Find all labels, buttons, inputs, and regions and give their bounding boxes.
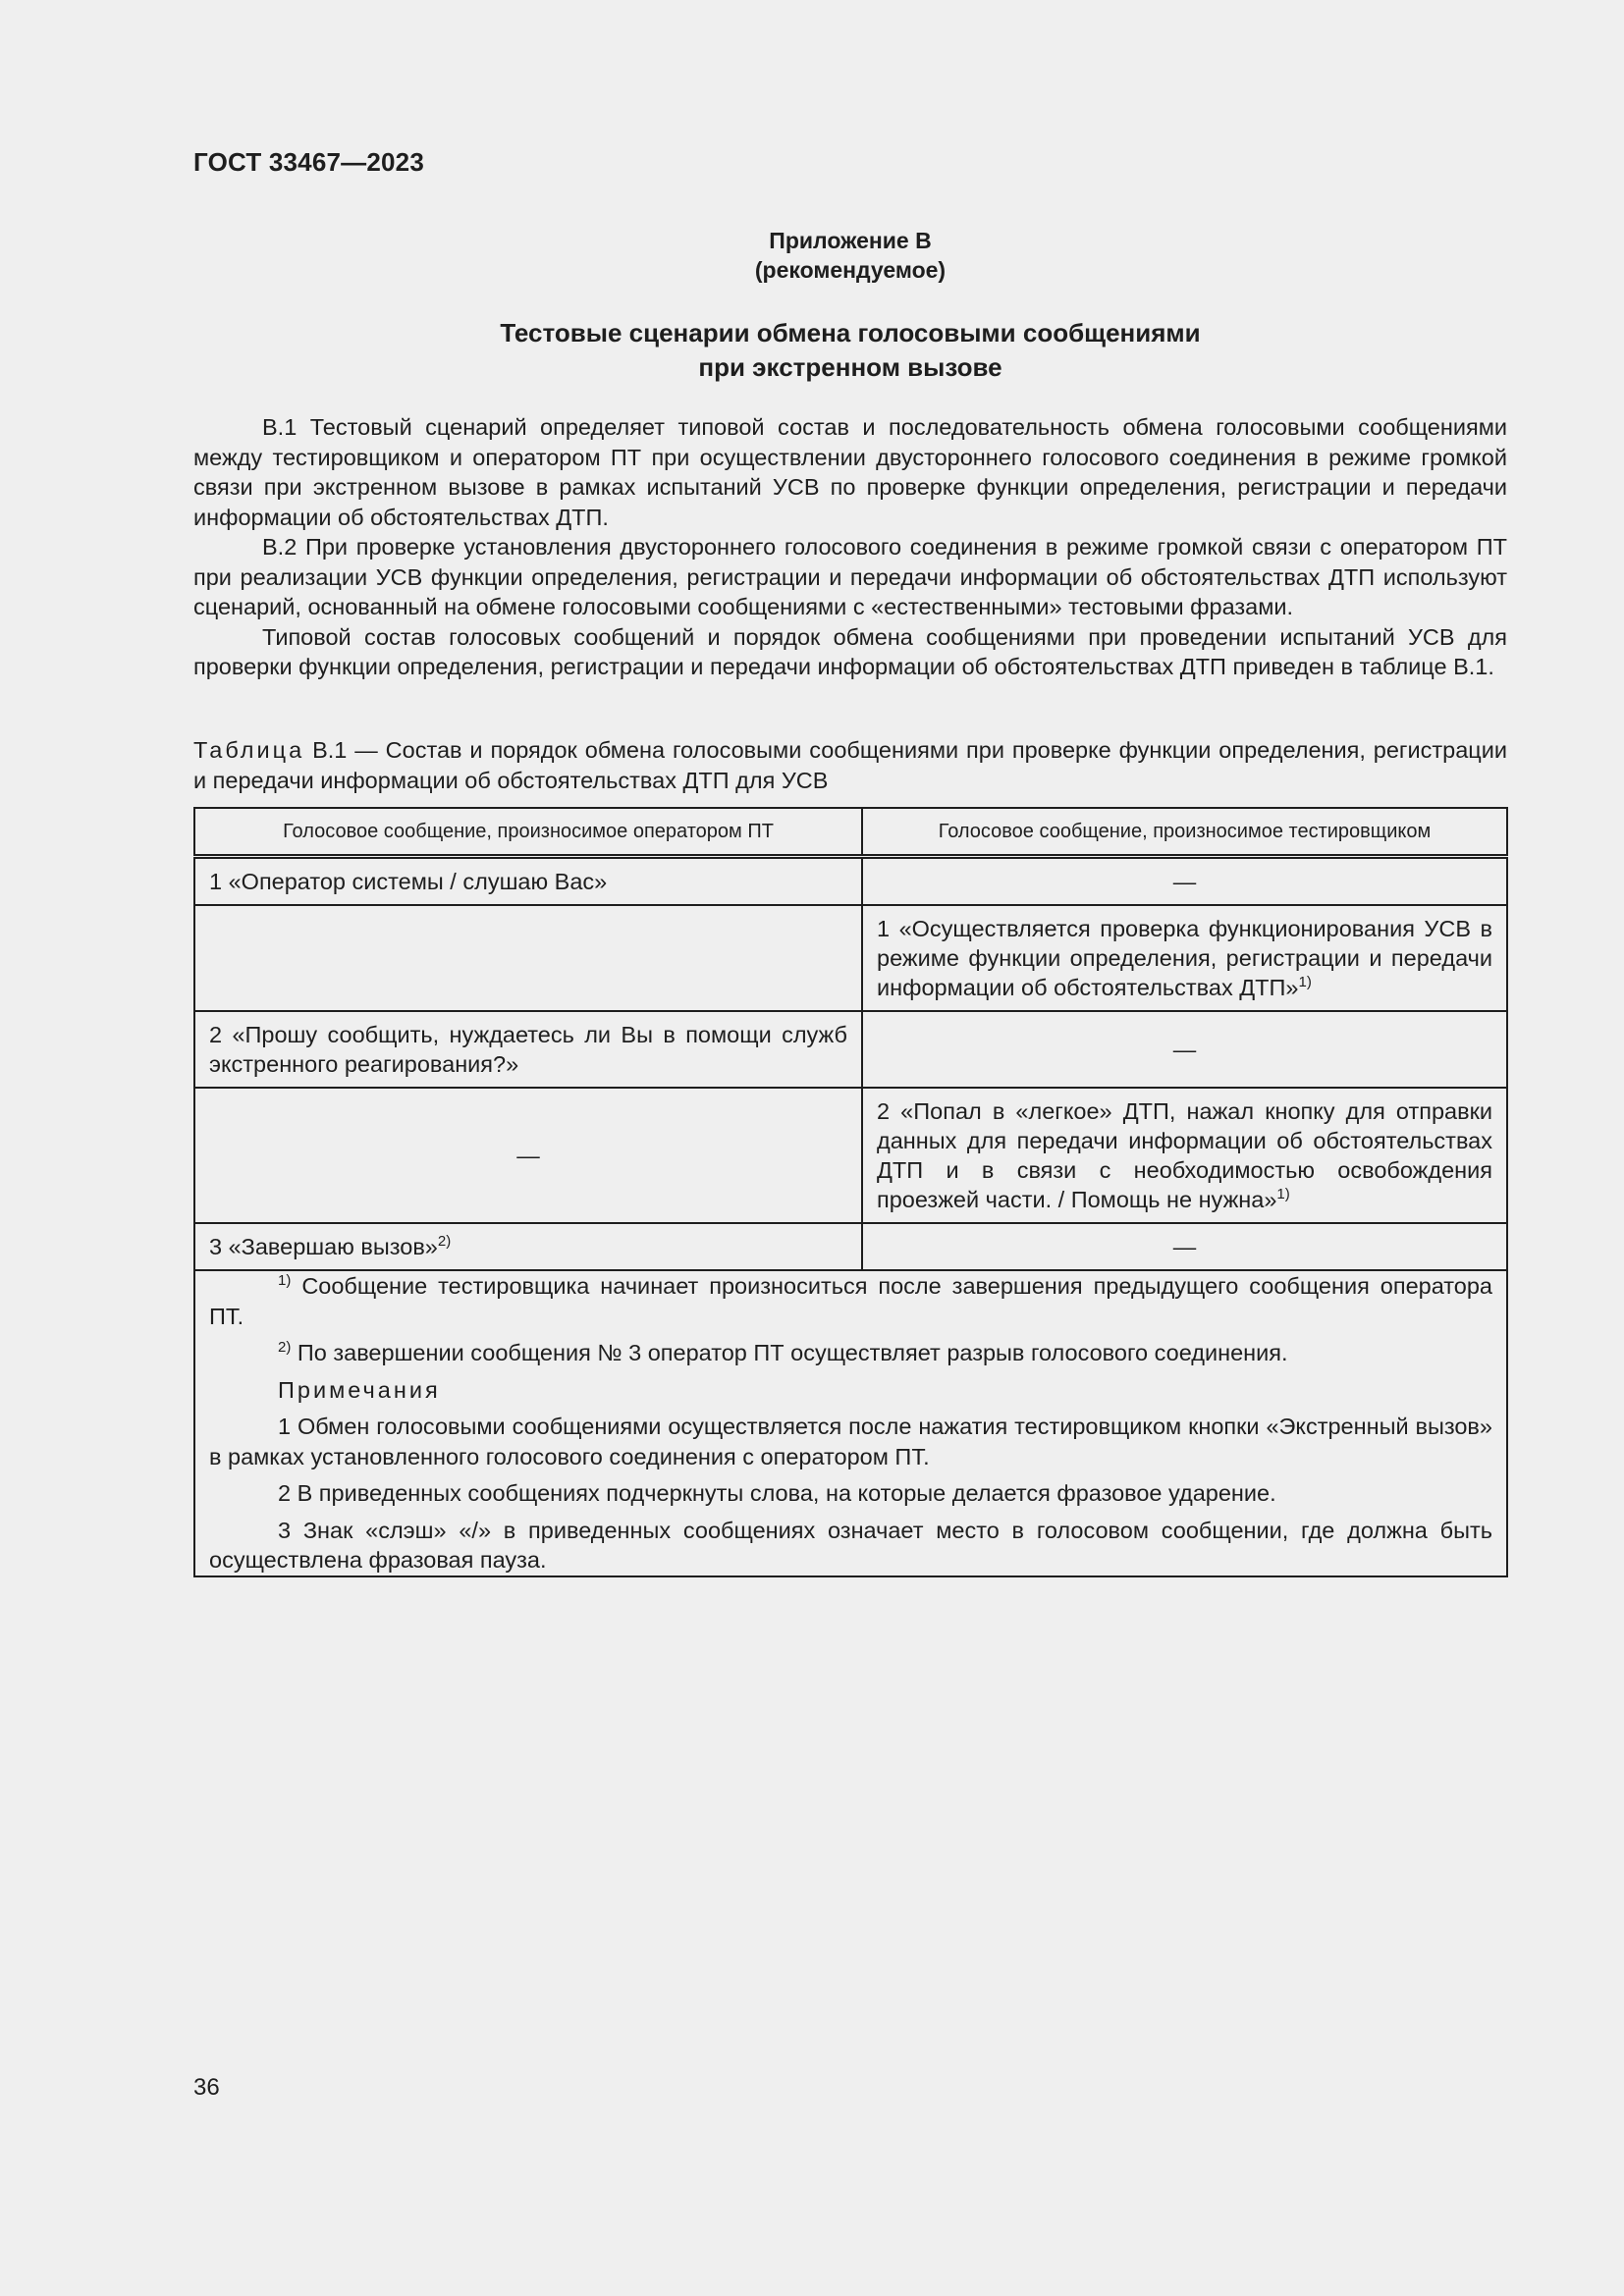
annex-heading bbox=[193, 226, 1507, 285]
note-3: 3 Знак «слэш» «/» в приведенных сообщениях означает место в голосовом сообщении, где должна быть осуществлена фразовая пауза. bbox=[209, 1517, 1492, 1573]
header-operator: Голосовое сообщение, произносимое оператором ПТ bbox=[194, 808, 862, 857]
tester-cell bbox=[862, 1088, 1507, 1223]
paragraph-b1: В.1 Тестовый сценарий определяет типовой состав и последовательность обмена голосовыми сообщениями между тестировщиком и оператором ПТ при осуществлении двустороннего голосового соединения в режиме громкой связи при экстренном вызове в рамках испытаний УСВ по проверке функции определения, регистрации и передачи информации об обстоятельствах ДТП. bbox=[193, 414, 1507, 530]
tester-cell bbox=[862, 905, 1507, 1011]
table-caption-text: В.1 — Состав и порядок обмена голосовыми сообщениями при проверке функции определения, регистрации и передачи информации об обстоятельствах ДТП для УСВ bbox=[193, 737, 1507, 793]
operator-cell: — bbox=[194, 1088, 862, 1223]
footnote-text: По завершении сообщения № 3 оператор ПТ осуществляет разрыв голосового соединения. bbox=[297, 1340, 1288, 1365]
table-row bbox=[194, 1223, 1507, 1270]
footnote-ref: 1) bbox=[1276, 1186, 1290, 1202]
tester-cell: — bbox=[862, 1223, 1507, 1270]
note-2: 2 В приведенных сообщениях подчеркнуты слова, на которые делается фразовое ударение. bbox=[278, 1480, 1276, 1506]
operator-cell: 1 «Оператор системы / слушаю Вас» bbox=[194, 857, 862, 906]
tester-cell: — bbox=[862, 857, 1507, 906]
footnote-2 bbox=[209, 1338, 1492, 1368]
footnote-mark: 2) bbox=[278, 1339, 292, 1356]
table-row bbox=[194, 1088, 1507, 1223]
section-title bbox=[193, 316, 1507, 385]
paragraph-b2: В.2 При проверке установления двустороннего голосового соединения в режиме громкой связи с оператором ПТ при реализации УСВ функции определения, регистрации и передачи информации об обстоятельствах ДТП используют сценарий, основанный на обмене голосовыми сообщениями с «естественными» тестовыми фразами. bbox=[193, 534, 1507, 619]
page-number: 36 bbox=[193, 2074, 220, 2101]
body-text bbox=[193, 412, 1507, 682]
footnote-text: Сообщение тестировщика начинает произноситься после завершения предыдущего сообщения оператора ПТ. bbox=[209, 1273, 1492, 1329]
note-1: 1 Обмен голосовыми сообщениями осуществляется после нажатия тестировщиком кнопки «Экстренный вызов» в рамках установленного голосового соединения с оператором ПТ. bbox=[209, 1414, 1492, 1469]
notes-title: Примечания bbox=[278, 1376, 441, 1403]
table-row bbox=[194, 1011, 1507, 1088]
header-tester: Голосовое сообщение, произносимое тестировщиком bbox=[862, 808, 1507, 857]
operator-cell bbox=[194, 905, 862, 1011]
table-caption-label: Таблица bbox=[193, 737, 305, 763]
footnote-1 bbox=[209, 1271, 1492, 1331]
table-notes-row bbox=[194, 1270, 1507, 1576]
standard-header: ГОСТ 33467—2023 bbox=[193, 147, 424, 177]
footnote-mark: 1) bbox=[278, 1272, 292, 1289]
table-row bbox=[194, 905, 1507, 1011]
section-title-line-2: при экстренном вызове bbox=[698, 352, 1002, 382]
table-caption bbox=[193, 735, 1507, 795]
operator-cell bbox=[194, 1223, 862, 1270]
operator-message: 3 «Завершаю вызов» bbox=[209, 1234, 438, 1259]
section-title-line-1: Тестовые сценарии обмена голосовыми сообщениями bbox=[500, 318, 1201, 347]
tester-cell: — bbox=[862, 1011, 1507, 1088]
paragraph-b2-cont: Типовой состав голосовых сообщений и порядок обмена сообщениями при проведении испытаний УСВ для проверки функции определения, регистрации и передачи информации об обстоятельствах ДТП приведен в таблице В.1. bbox=[193, 623, 1507, 679]
table-row bbox=[194, 857, 1507, 906]
operator-cell: 2 «Прошу сообщить, нуждаетесь ли Вы в помощи служб экстренного реагирования?» bbox=[194, 1011, 862, 1088]
footnote-ref: 1) bbox=[1298, 974, 1312, 990]
table-header-row bbox=[194, 808, 1507, 857]
annex-status: (рекомендуемое) bbox=[754, 257, 947, 283]
table-notes-cell bbox=[194, 1270, 1507, 1576]
message-table bbox=[193, 807, 1508, 1577]
tester-message: 2 «Попал в «легкое» ДТП, нажал кнопку для отправки данных для передачи информации об обстоятельствах ДТП и в связи с необходимостью освобождения проезжей части. / Помощь не нужна» bbox=[877, 1098, 1492, 1212]
annex-title: Приложение В bbox=[769, 228, 932, 253]
tester-message: 1 «Осуществляется проверка функционирования УСВ в режиме функции определения, регистрации и передачи информации об обстоятельствах ДТП» bbox=[877, 916, 1492, 1000]
footnote-ref: 2) bbox=[437, 1233, 452, 1250]
